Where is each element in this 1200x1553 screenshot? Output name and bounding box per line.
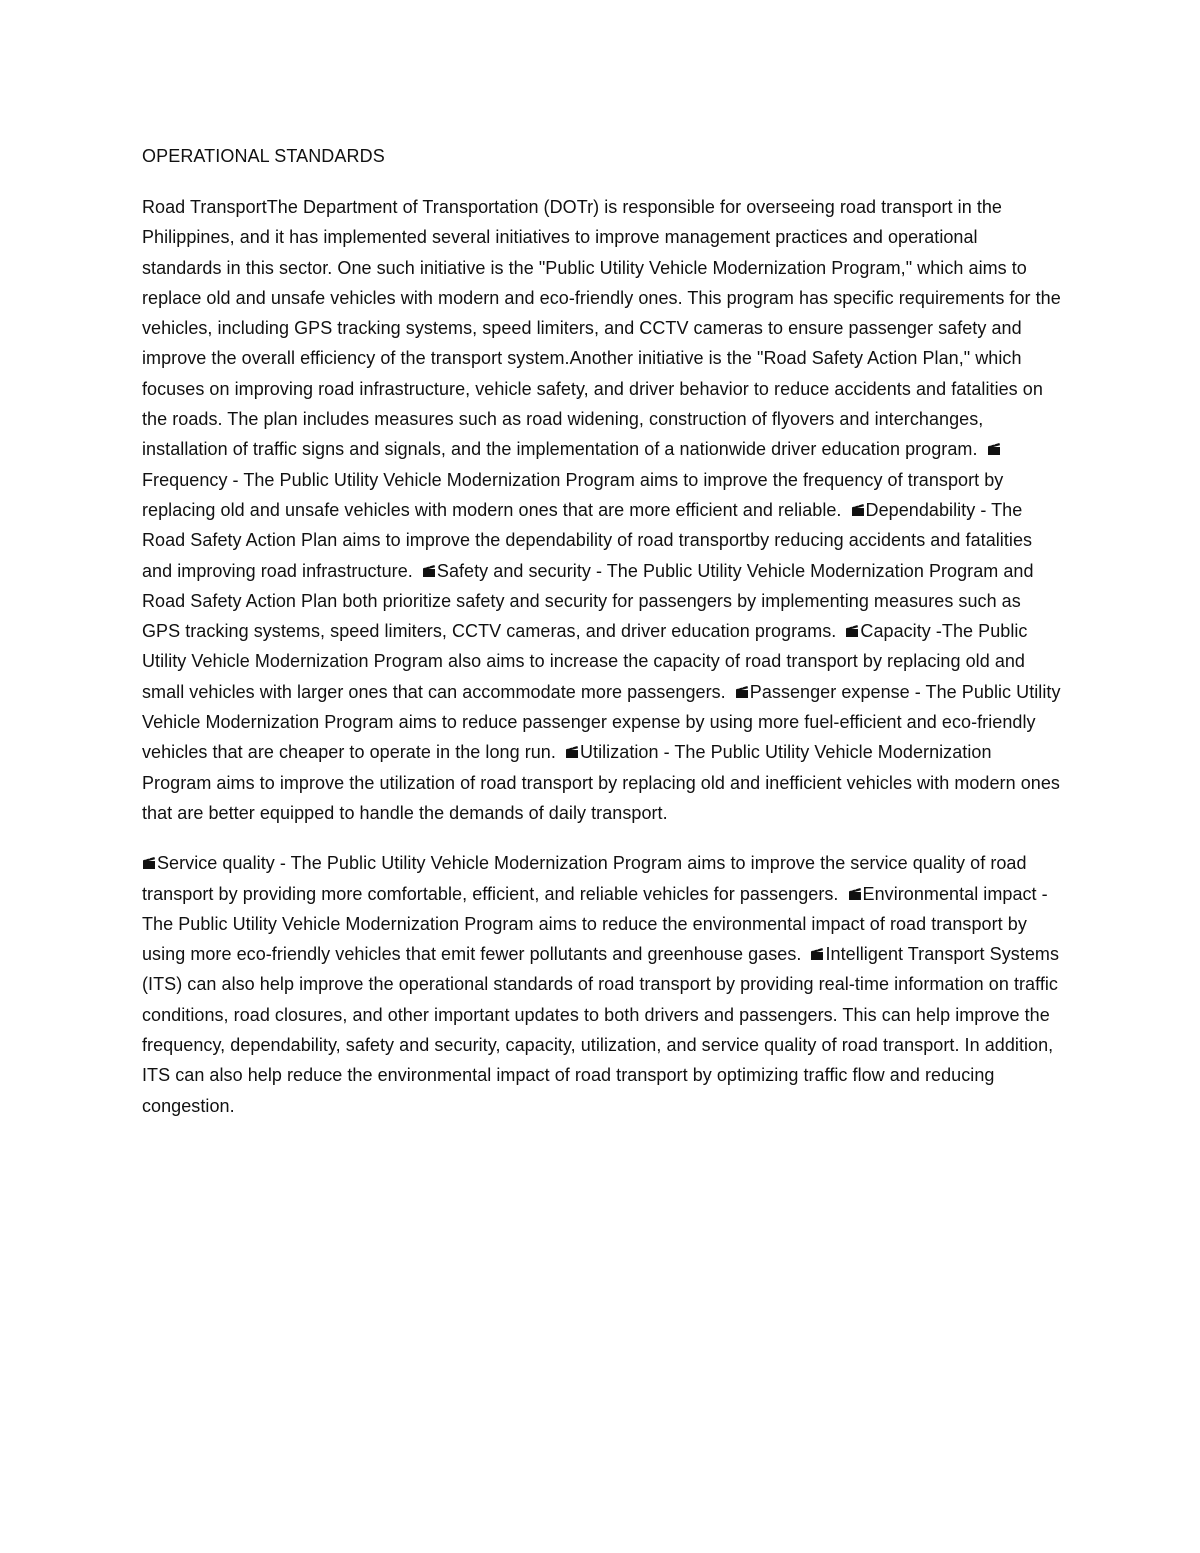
list-item: Passenger expense - The Public Utility Vehicle Modernization Program aims to reduce passenger expense by using more fuel-efficient and eco-friendly vehicles that are cheaper to operate in the long run. — [142, 681, 1061, 763]
document-body — [142, 142, 1062, 1121]
clapperboard-icon — [422, 564, 436, 578]
clapperboard-icon — [565, 745, 579, 759]
clapperboard-icon — [987, 442, 1001, 456]
list-item: Service quality - The Public Utility Vehicle Modernization Program aims to improve the service quality of road transport by providing more comfortable, efficient, and reliable vehicles for passengers. — [142, 853, 1027, 904]
list-item: Dependability - The Road Safety Action Plan aims to improve the dependability of road transportby reducing accidents and fatalities and improving road infrastructure. — [142, 499, 1033, 581]
page-title: OPERATIONAL STANDARDS — [142, 146, 385, 166]
clapperboard-icon — [735, 685, 749, 699]
clapperboard-icon — [851, 503, 865, 517]
clapperboard-icon — [810, 947, 824, 961]
clapperboard-icon — [142, 856, 156, 870]
paragraph-service-quality — [142, 848, 1062, 1121]
clapperboard-icon — [848, 887, 862, 901]
list-item: Utilization - The Public Utility Vehicle Modernization Program aims to improve the utilization of road transport by replacing old and inefficient vehicles with modern ones that are better equipped to handle the demands of daily transport. — [142, 742, 1060, 823]
list-item: Safety and security - The Public Utility Vehicle Modernization Program and Road Safety Action Plan both prioritize safety and security for passengers by implementing measures such as GPS tracking systems, speed limiters, CCTV cameras, and driver education programs. — [142, 560, 1034, 642]
list-item: Environmental impact - The Public Utility Vehicle Modernization Program aims to reduce the environmental impact of road transport by using more eco-friendly vehicles that emit fewer pollutants and greenhouse gases. — [142, 883, 1048, 965]
paragraph-intro: Road TransportThe Department of Transportation (DOTr) is responsible for overseeing road transport in the Philippines, and it has implemented several initiatives to improve management practices and operational standards in this sector. One such initiative is the "Public Utility Vehicle Modernization Program," which aims to replace old and unsafe vehicles with modern and eco-friendly ones. This program has specific requirements for the vehicles, including GPS tracking systems, speed limiters, and CCTV cameras to ensure passenger safety and improve the overall efficiency of the transport system.Another initiative is the "Road Safety Action Plan," which focuses on improving road infrastructure, vehicle safety, and driver behavior to reduce accidents and fatalities on the roads. The plan includes measures such as road widening, construction of flyovers and interchanges, installation of traffic signs and signals, and the implementation of a nationwide driver education program. — [142, 197, 1061, 460]
list-item: Intelligent Transport Systems (ITS) can also help improve the operational standards of road transport by providing real-time information on traffic conditions, road closures, and other important updates to both drivers and passengers. This can help improve the frequency, dependability, safety and security, capacity, utilization, and service quality of road transport. In addition, ITS can also help reduce the environmental impact of road transport by optimizing traffic flow and reducing congestion. — [142, 944, 1060, 1116]
list-item: Capacity -The Public Utility Vehicle Modernization Program also aims to increase the capacity of road transport by replacing old and small vehicles with larger ones that can accommodate more passengers. — [142, 621, 1028, 702]
paragraph-road-transport — [142, 192, 1062, 828]
clapperboard-icon — [845, 624, 859, 638]
list-item: Frequency - The Public Utility Vehicle Modernization Program aims to improve the frequency of transport by replacing old and unsafe vehicles with modern ones that are more efficient and reliable. — [142, 469, 1004, 520]
